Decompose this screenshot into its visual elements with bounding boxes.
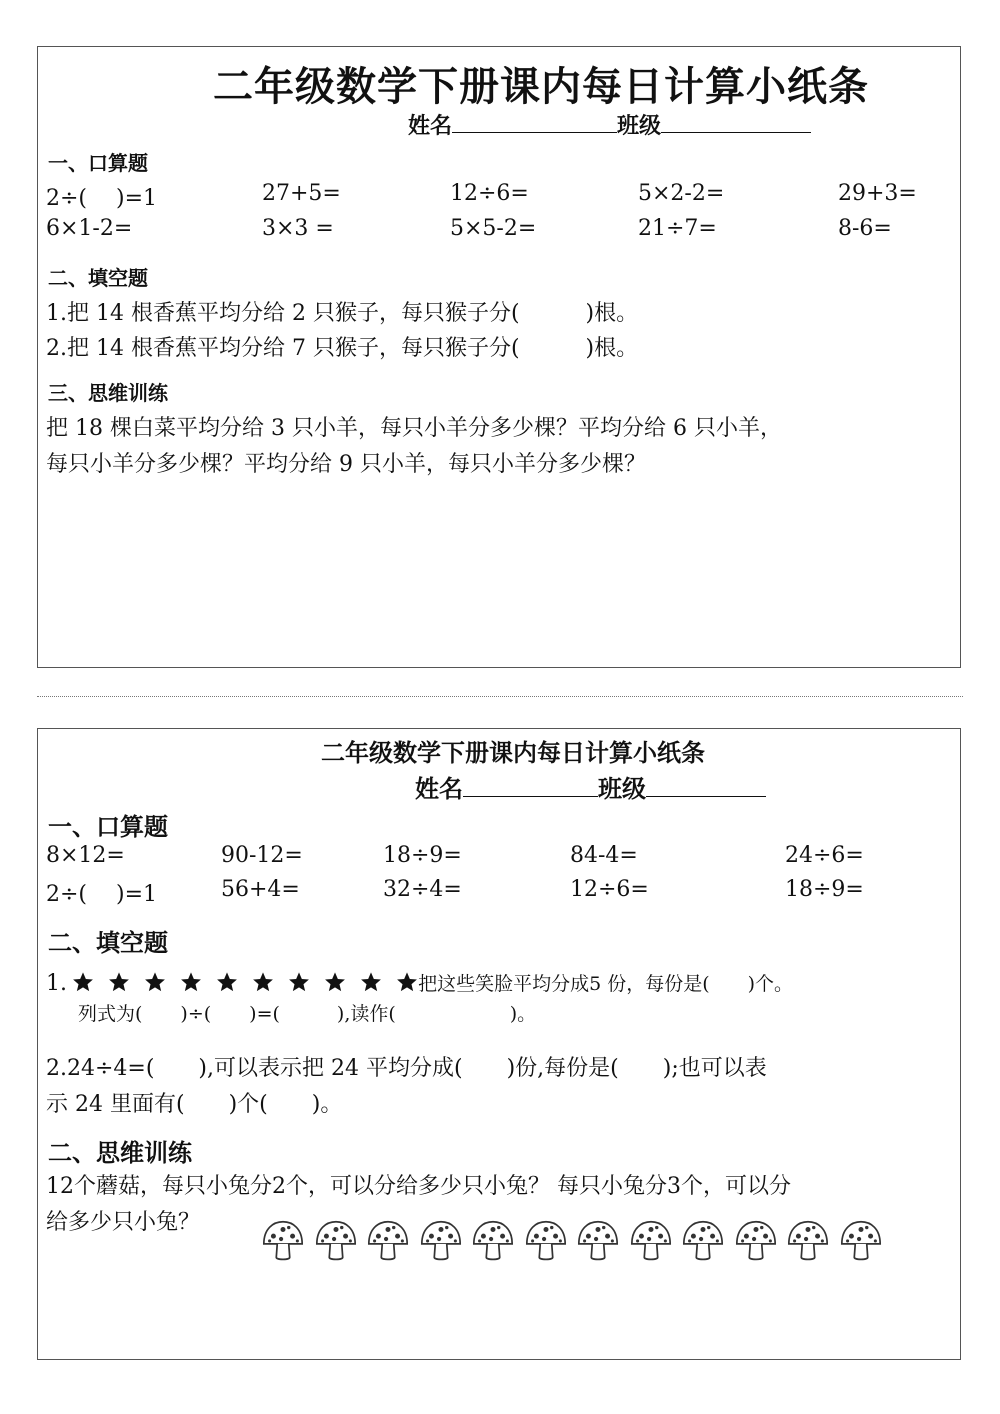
- page-title: 二年级数学下册课内每日计算小纸条: [321, 739, 705, 767]
- class-label: 班级: [598, 775, 646, 803]
- class-label: 班级: [617, 114, 662, 139]
- problem: 8-6=: [838, 216, 892, 241]
- name-class-row: [408, 109, 811, 140]
- word-problem-line: 给多少只小兔？: [46, 1210, 201, 1235]
- question-number: 1.: [46, 971, 67, 996]
- section-heading: 二、填空题: [48, 929, 168, 957]
- formula-line: 列式为( )÷( )=( ),读作( )。: [78, 1003, 537, 1025]
- star-icon: [252, 971, 274, 993]
- mushroom-icon: [260, 1217, 306, 1263]
- problem: 24÷6=: [785, 843, 864, 868]
- star-icon: [72, 971, 94, 993]
- problem: 84-4=: [570, 843, 638, 868]
- mushroom-icon: [575, 1217, 621, 1263]
- name-blank[interactable]: [463, 795, 598, 797]
- problem: 12÷6=: [450, 181, 529, 206]
- star-icon: [144, 971, 166, 993]
- mushroom-icon: [680, 1217, 726, 1263]
- problem: 8×12=: [46, 843, 125, 868]
- section-heading: 一、口算题: [48, 151, 148, 175]
- star-icon: [396, 971, 418, 993]
- problem: 2÷( )=1: [46, 882, 158, 907]
- cut-line-divider: [37, 696, 963, 697]
- fill-question: 示 24 里面有( )个( )。: [46, 1092, 343, 1117]
- mushroom-icon: [418, 1217, 464, 1263]
- name-blank[interactable]: [452, 131, 617, 133]
- star-icon: [288, 971, 310, 993]
- section-heading: 一、口算题: [48, 813, 168, 841]
- word-problem-line: 12个蘑菇，每只小兔分2个，可以分给多少只小兔？ 每只小兔分3个，可以分: [46, 1174, 791, 1199]
- problem: 29+3=: [838, 181, 917, 206]
- star-icon: [360, 971, 382, 993]
- star-question-row: [46, 969, 793, 996]
- problem: 5×2-2=: [638, 181, 725, 206]
- problem: 18÷9=: [785, 877, 864, 902]
- star-icon: [180, 971, 202, 993]
- problem: 5×5-2=: [450, 216, 537, 241]
- problem: 90-12=: [221, 843, 303, 868]
- mushroom-row: [260, 1217, 890, 1267]
- mushroom-icon: [523, 1217, 569, 1263]
- page-title: 二年级数学下册课内每日计算小纸条: [213, 64, 869, 110]
- section-heading: 三、思维训练: [48, 381, 168, 405]
- star-icon: [216, 971, 238, 993]
- name-class-row: [415, 769, 766, 804]
- mushroom-icon: [785, 1217, 831, 1263]
- fill-question: 2.把 14 根香蕉平均分给 7 只猴子，每只猴子分( )根。: [46, 336, 639, 361]
- mushroom-icon: [365, 1217, 411, 1263]
- word-problem-line: 把 18 棵白菜平均分给 3 只小羊，每只小羊分多少棵？平均分给 6 只小羊，: [46, 416, 782, 441]
- problem: 56+4=: [221, 877, 300, 902]
- mushroom-icon: [733, 1217, 779, 1263]
- section-heading: 二、思维训练: [48, 1139, 192, 1167]
- problem: 27+5=: [262, 181, 341, 206]
- fill-question: 2.24÷4=( ),可以表示把 24 平均分成( )份,每份是( );也可以表: [46, 1056, 767, 1081]
- problem: 32÷4=: [383, 877, 462, 902]
- problem: 2÷( )=1: [46, 186, 158, 211]
- name-label: 姓名: [415, 775, 463, 803]
- star-row: [72, 975, 418, 994]
- class-blank[interactable]: [661, 131, 811, 133]
- star-question-text: 把这些笑脸平均分成5 份，每份是( )个。: [418, 973, 794, 995]
- mushroom-icon: [628, 1217, 674, 1263]
- mushroom-icon: [313, 1217, 359, 1263]
- problem: 21÷7=: [638, 216, 717, 241]
- problem: 18÷9=: [383, 843, 462, 868]
- star-icon: [324, 971, 346, 993]
- problem: 6×1-2=: [46, 216, 133, 241]
- section-heading: 二、填空题: [48, 266, 148, 290]
- fill-question: 1.把 14 根香蕉平均分给 2 只猴子，每只猴子分( )根。: [46, 301, 639, 326]
- class-blank[interactable]: [646, 795, 766, 797]
- problem: 3×3 =: [262, 216, 334, 241]
- star-icon: [108, 971, 130, 993]
- name-label: 姓名: [408, 114, 453, 139]
- problem: 12÷6=: [570, 877, 649, 902]
- worksheet-card-1: [37, 46, 961, 668]
- mushroom-icon: [470, 1217, 516, 1263]
- word-problem-line: 每只小羊分多少棵？平均分给 9 只小羊，每只小羊分多少棵？: [46, 452, 646, 477]
- mushroom-icon: [838, 1217, 884, 1263]
- worksheet-card-2: [37, 728, 961, 1360]
